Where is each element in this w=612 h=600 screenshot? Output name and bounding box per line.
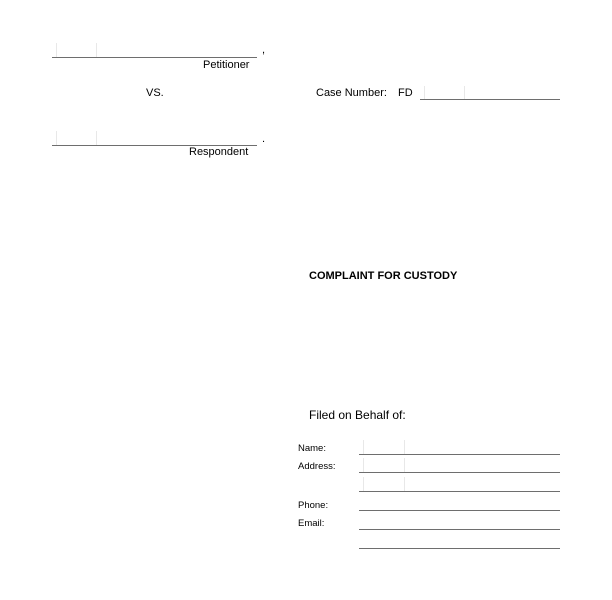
petitioner-label: Petitioner <box>203 59 250 71</box>
name-label: Name: <box>298 443 326 454</box>
case-number-field[interactable] <box>420 84 560 99</box>
case-number-label: Case Number: <box>316 87 387 99</box>
email-label: Email: <box>298 518 325 529</box>
petitioner-punctuation: , <box>262 44 266 56</box>
field-divider <box>363 458 364 472</box>
address-line-2-field[interactable] <box>359 476 560 491</box>
additional-line-field[interactable] <box>359 533 560 548</box>
field-divider <box>363 440 364 454</box>
case-number-underline <box>420 99 560 100</box>
case-number-prefix: FD <box>398 87 413 99</box>
respondent-name-field[interactable] <box>52 130 257 145</box>
name-underline <box>359 454 560 455</box>
filed-on-behalf-heading: Filed on Behalf of: <box>309 408 406 422</box>
field-divider <box>424 86 425 99</box>
petitioner-name-field[interactable] <box>52 42 257 57</box>
field-divider <box>404 458 405 472</box>
email-underline <box>359 529 560 530</box>
petitioner-underline <box>52 57 257 58</box>
field-divider <box>56 43 57 57</box>
versus-text: VS. <box>146 87 164 99</box>
field-divider <box>404 477 405 491</box>
address-line-2-underline <box>359 491 560 492</box>
field-divider <box>404 440 405 454</box>
phone-underline <box>359 510 560 511</box>
field-divider <box>96 43 97 57</box>
field-divider <box>464 86 465 99</box>
phone-label: Phone: <box>298 500 329 511</box>
field-divider <box>56 131 57 145</box>
respondent-punctuation: . <box>262 133 266 145</box>
name-field[interactable] <box>359 439 560 454</box>
document-title: COMPLAINT FOR CUSTODY <box>309 270 458 282</box>
address-label: Address: <box>298 461 336 472</box>
field-divider <box>96 131 97 145</box>
email-field[interactable] <box>359 514 560 529</box>
phone-field[interactable] <box>359 495 560 510</box>
additional-underline <box>359 548 560 549</box>
field-divider <box>363 477 364 491</box>
address-line-1-underline <box>359 472 560 473</box>
respondent-label: Respondent <box>189 146 249 158</box>
address-line-1-field[interactable] <box>359 457 560 472</box>
